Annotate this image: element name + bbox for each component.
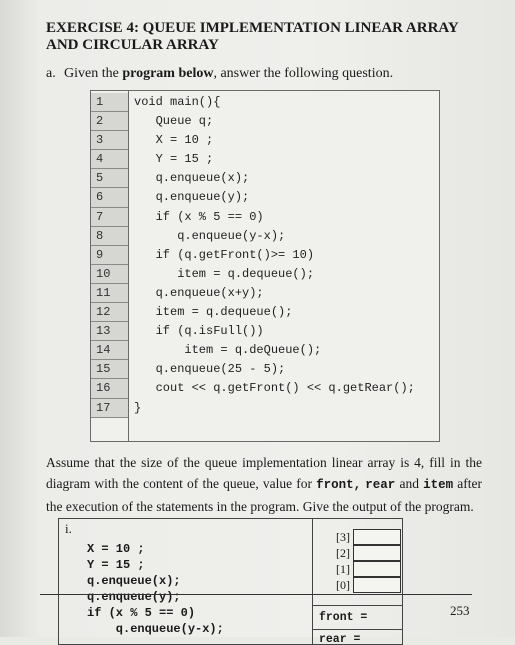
queue-index-label: [1] bbox=[336, 561, 350, 576]
line-number: 6 bbox=[91, 188, 128, 207]
front-separator bbox=[312, 605, 402, 606]
code-line: q.enqueue(y-x); bbox=[134, 228, 286, 243]
part-i-label: i. bbox=[65, 521, 72, 536]
line-number: 8 bbox=[91, 227, 128, 246]
front-label: front = bbox=[319, 611, 368, 624]
code-line: cout << q.getFront() << q.getRear(); bbox=[134, 381, 415, 396]
queue-index-label: [0] bbox=[336, 577, 350, 592]
line-number: 3 bbox=[91, 131, 128, 150]
para-item: item bbox=[423, 478, 454, 492]
part-i-code-line: if (x % 5 == 0) bbox=[87, 606, 196, 620]
queue-cell[interactable] bbox=[353, 545, 401, 561]
code-line: if (q.getFront()>= 10) bbox=[134, 247, 315, 262]
line-number: 4 bbox=[91, 150, 128, 169]
code-line: Y = 15 ; bbox=[134, 152, 214, 167]
code-line: item = q.dequeue(); bbox=[134, 266, 315, 281]
line-number: 12 bbox=[91, 303, 128, 322]
para-rear: rear bbox=[365, 478, 396, 492]
line-number: 11 bbox=[91, 284, 128, 303]
question-text-after: , answer the following question. bbox=[213, 66, 394, 81]
code-line: item = q.dequeue(); bbox=[134, 305, 293, 320]
queue-slot bbox=[330, 561, 401, 577]
line-number: 2 bbox=[91, 112, 128, 131]
rear-separator bbox=[312, 629, 402, 630]
question-text-before: Given the bbox=[64, 66, 123, 81]
queue-cell[interactable] bbox=[353, 529, 401, 545]
code-column bbox=[129, 91, 415, 441]
instruction-paragraph bbox=[46, 452, 482, 517]
code-line: void main(){ bbox=[134, 95, 221, 109]
code-line: if (x % 5 == 0) bbox=[134, 209, 264, 224]
footer-rule bbox=[40, 594, 472, 595]
part-i-code-line: q.enqueue(x); bbox=[87, 574, 181, 588]
part-i-code bbox=[87, 541, 224, 637]
para-text-1: Assume that the size of the queue implementation linear array is 4, fill in the diagram with the content of the queue, value for bbox=[46, 455, 482, 491]
rear-label: rear = bbox=[319, 633, 361, 645]
part-i-code-line: q.enqueue(y-x); bbox=[87, 622, 224, 636]
line-number: 13 bbox=[91, 322, 128, 341]
line-number: 15 bbox=[91, 360, 128, 379]
para-text-3: after the execution of the statements in the program. Give the output of the program. bbox=[46, 476, 482, 514]
part-i-code-line: q.enqueue(y); bbox=[87, 590, 181, 604]
code-line: if (q.isFull()) bbox=[134, 324, 264, 339]
line-number: 14 bbox=[91, 341, 128, 360]
code-line: q.enqueue(25 - 5); bbox=[134, 362, 286, 377]
question-letter: a. bbox=[46, 66, 56, 81]
para-front: front, bbox=[316, 478, 362, 492]
part-i-box bbox=[58, 518, 403, 645]
queue-cell[interactable] bbox=[353, 561, 401, 577]
part-i-code-line: Y = 15 ; bbox=[87, 558, 145, 572]
line-number: 5 bbox=[91, 169, 128, 188]
part-i-divider bbox=[312, 519, 313, 644]
part-i-code-line: X = 10 ; bbox=[87, 542, 145, 556]
code-line: X = 10 ; bbox=[134, 133, 214, 148]
line-number: 7 bbox=[91, 208, 128, 227]
para-text-2: and bbox=[395, 476, 424, 491]
queue-index-label: [3] bbox=[336, 529, 350, 544]
code-line: item = q.deQueue(); bbox=[134, 343, 322, 358]
line-number: 10 bbox=[91, 265, 128, 284]
line-number: 9 bbox=[91, 246, 128, 265]
question-a bbox=[46, 66, 393, 82]
line-number-column bbox=[91, 91, 129, 441]
queue-slot bbox=[330, 577, 401, 593]
code-listing-table bbox=[90, 90, 440, 442]
queue-cell[interactable] bbox=[353, 577, 401, 593]
page-number: 253 bbox=[450, 603, 470, 618]
queue-index-label: [2] bbox=[336, 545, 350, 560]
line-number: 16 bbox=[91, 379, 128, 398]
code-line: Queue q; bbox=[134, 114, 214, 129]
code-line: q.enqueue(x); bbox=[134, 171, 250, 186]
line-number: 1 bbox=[91, 93, 128, 112]
queue-diagram bbox=[330, 529, 401, 593]
exercise-title: EXERCISE 4: QUEUE IMPLEMENTATION LINEAR ARRAY AND CIRCULAR ARRAY bbox=[46, 20, 459, 53]
line-number: 17 bbox=[91, 399, 128, 418]
code-line: q.enqueue(y); bbox=[134, 190, 250, 205]
queue-slot bbox=[330, 529, 401, 545]
code-line: } bbox=[134, 400, 142, 415]
question-text-bold: program below bbox=[122, 66, 214, 81]
code-line: q.enqueue(x+y); bbox=[134, 285, 264, 300]
queue-slot bbox=[330, 545, 401, 561]
